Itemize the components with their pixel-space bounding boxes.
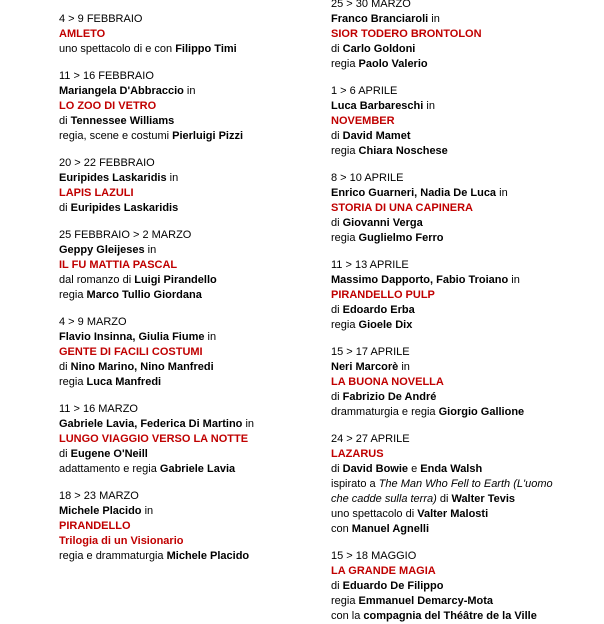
show-entry — [331, 258, 591, 333]
cast-line: Massimo Dapporto, Fabio Troiano in — [331, 274, 520, 286]
credit-line: regia e drammaturgia Michele Placido — [59, 550, 250, 562]
show-title: LUNGO VIAGGIO VERSO LA NOTTE — [59, 433, 249, 445]
show-date: 15 > 18 MAGGIO — [331, 550, 417, 562]
credit-line: regia Marco Tullio Giordana — [59, 289, 202, 301]
show-title: GENTE DI FACILI COSTUMI — [59, 346, 203, 358]
show-entry — [331, 345, 591, 420]
show-title: LA BUONA NOVELLA — [331, 376, 444, 388]
show-entry — [59, 402, 299, 477]
show-date: 8 > 10 APRILE — [331, 172, 404, 184]
show-entry — [331, 84, 591, 159]
cast-line: Euripides Laskaridis in — [59, 172, 179, 184]
credit-line: drammaturgia e regia Giorgio Gallione — [331, 406, 525, 418]
credit-line: di Nino Marino, Nino Manfredi — [59, 361, 214, 373]
show-title: LAPIS LAZULI — [59, 187, 134, 199]
show-title: NOVEMBER — [331, 115, 395, 127]
cast-line: Flavio Insinna, Giulia Fiume in — [59, 331, 217, 343]
credit-line: ispirato a The Man Who Fell to Earth (L'uomo — [331, 478, 553, 490]
credit-line: con la compagnia del Théâtre de la Ville — [331, 610, 537, 622]
credit-line: adattamento e regia Gabriele Lavia — [59, 463, 236, 475]
credit-line: di Euripides Laskaridis — [59, 202, 179, 214]
show-subtitle: Trilogia di un Visionario — [59, 535, 184, 547]
show-date: 18 > 23 MARZO — [59, 490, 139, 502]
show-entry — [331, 171, 591, 246]
show-date: 4 > 9 MARZO — [59, 316, 127, 328]
credit-line: di Eduardo De Filippo — [331, 580, 444, 592]
show-entry — [59, 12, 299, 57]
show-entry — [59, 69, 299, 144]
show-date: 24 > 27 APRILE — [331, 433, 410, 445]
show-date: 1 > 6 APRILE — [331, 85, 398, 97]
show-entry — [331, 432, 591, 537]
credit-line: regia Paolo Valerio — [331, 58, 428, 70]
credit-line: regia Gioele Dix — [331, 319, 413, 331]
show-title: LO ZOO DI VETRO — [59, 100, 157, 112]
show-date: 11 > 13 APRILE — [331, 259, 409, 271]
credit-line: regia, scene e costumi Pierluigi Pizzi — [59, 130, 244, 142]
credit-line: di Giovanni Verga — [331, 217, 423, 229]
show-title: AMLETO — [59, 28, 106, 40]
show-date: 4 > 9 FEBBRAIO — [59, 13, 143, 25]
right-column — [331, 0, 591, 624]
credit-line: di Eugene O'Neill — [59, 448, 148, 460]
left-column — [59, 0, 299, 564]
show-title: LAZARUS — [331, 448, 384, 460]
show-date: 20 > 22 FEBBRAIO — [59, 157, 155, 169]
show-entry — [59, 489, 299, 564]
credit-line: di Edoardo Erba — [331, 304, 415, 316]
show-date: 25 > 30 MARZO — [331, 0, 411, 10]
credit-line: di Fabrizio De André — [331, 391, 437, 403]
credit-line: regia Chiara Noschese — [331, 145, 448, 157]
show-date: 25 FEBBRAIO > 2 MARZO — [59, 229, 192, 241]
credit-line: dal romanzo di Luigi Pirandello — [59, 274, 217, 286]
credit-line: regia Emmanuel Demarcy-Mota — [331, 595, 494, 607]
cast-line: Mariangela D'Abbraccio in — [59, 85, 196, 97]
show-date: 11 > 16 FEBBRAIO — [59, 70, 154, 82]
credit-line: di Tennessee Williams — [59, 115, 175, 127]
cast-line: Michele Placido in — [59, 505, 154, 517]
show-entry — [59, 156, 299, 216]
show-title: PIRANDELLO PULP — [331, 289, 435, 301]
show-entry — [331, 549, 591, 624]
credit-line: che cadde sulla terra) di Walter Tevis — [331, 493, 516, 505]
credit-line: di David Mamet — [331, 130, 411, 142]
show-title: LA GRANDE MAGIA — [331, 565, 436, 577]
credit-line: con Manuel Agnelli — [331, 523, 430, 535]
cast-line: Enrico Guarneri, Nadia De Luca in — [331, 187, 508, 199]
show-title: PIRANDELLO — [59, 520, 131, 532]
cast-line: Geppy Gleijeses in — [59, 244, 157, 256]
show-title: STORIA DI UNA CAPINERA — [331, 202, 473, 214]
show-title: SIOR TODERO BRONTOLON — [331, 28, 482, 40]
cast-line: Gabriele Lavia, Federica Di Martino in — [59, 418, 255, 430]
credit-line: di David Bowie e Enda Walsh — [331, 463, 483, 475]
show-date: 11 > 16 MARZO — [59, 403, 138, 415]
cast-line: Neri Marcorè in — [331, 361, 410, 373]
cast-line: Luca Barbareschi in — [331, 100, 435, 112]
show-entry — [331, 0, 591, 72]
show-entry — [59, 228, 299, 303]
show-title: IL FU MATTIA PASCAL — [59, 259, 178, 271]
cast-line: Franco Branciaroli in — [331, 13, 440, 25]
credit-line: uno spettacolo di Valter Malosti — [331, 508, 489, 520]
credit-line: regia Guglielmo Ferro — [331, 232, 444, 244]
credit-line: uno spettacolo di e con Filippo Timi — [59, 43, 237, 55]
show-date: 15 > 17 APRILE — [331, 346, 410, 358]
credit-line: regia Luca Manfredi — [59, 376, 162, 388]
credit-line: di Carlo Goldoni — [331, 43, 416, 55]
show-entry — [59, 315, 299, 390]
